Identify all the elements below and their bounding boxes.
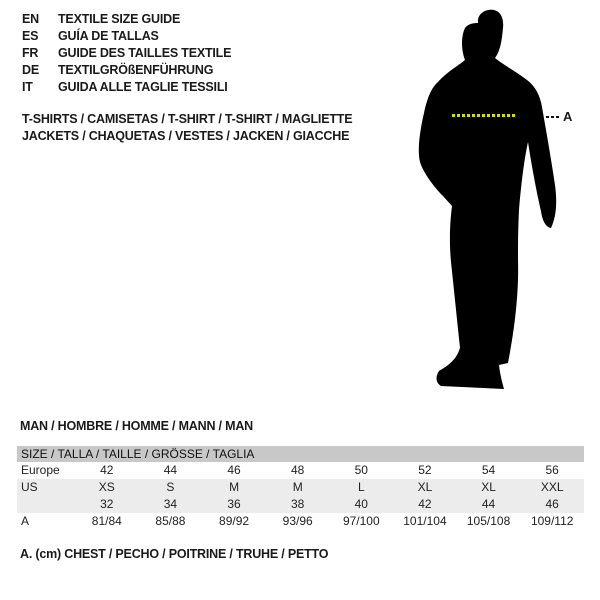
language-label: TEXTILE SIZE GUIDE [58,12,181,26]
size-cell: M [229,480,240,494]
chest-footnote: A. (cm) CHEST / PECHO / POITRINE / TRUHE / PETTO [20,547,329,561]
language-list [22,11,231,96]
measure-label-a: A [563,109,573,124]
size-cell: XL [417,480,433,494]
size-cell: S [166,480,175,494]
size-cell: 46 [545,497,559,511]
size-cell: 52 [418,463,432,477]
size-table [17,446,584,530]
size-cell: 54 [481,463,496,477]
measure-leader-dash-line [546,116,560,118]
size-cell: 46 [227,463,241,477]
size-cell: 44 [481,497,496,511]
category-line-tshirts: T-SHIRTS / CAMISETAS / T-SHIRT / T-SHIRT / MAGLIETTE [22,112,353,126]
language-code: EN [22,12,39,26]
language-label: GUIDE DES TAILLES TEXTILE [58,46,232,60]
size-cell: 89/92 [219,514,250,528]
size-cell: 38 [291,497,305,511]
row-label: A [21,514,30,528]
language-row-es [22,28,231,45]
language-row-de [22,62,231,79]
size-table-header: SIZE / TALLA / TAILLE / GRÖSSE / TAGLIA [17,446,584,462]
size-cell: M [292,480,303,494]
chest-measure-dash-line [452,114,517,117]
category-line-jackets: JACKETS / CHAQUETAS / VESTES / JACKEN / GIACCHE [22,129,350,143]
size-cell: 42 [100,463,114,477]
language-row-it [22,79,231,96]
size-cell: 32 [100,497,114,511]
language-label: GUÍA DE TALLAS [58,29,159,43]
language-code: DE [22,63,39,77]
size-cell: 44 [163,463,178,477]
language-code: FR [22,46,39,60]
size-table-body [17,462,584,530]
language-label: GUIDA ALLE TAGLIE TESSILI [58,80,228,94]
size-cell: 50 [354,463,368,477]
size-cell: 85/88 [155,514,186,528]
size-cell: L [357,480,365,494]
category-lines [22,111,352,145]
size-cell: 81/84 [91,514,122,528]
size-cell: 34 [163,497,178,511]
size-cell: 48 [291,463,305,477]
language-row-en [22,11,231,28]
size-cell: 40 [354,497,368,511]
size-cell: 105/108 [466,514,511,528]
language-code: ES [22,29,39,43]
size-cell: 109/112 [530,514,574,528]
size-cell: XL [481,480,496,494]
language-label: TEXTILGRÖßENFÜHRUNG [58,63,214,77]
man-silhouette [415,0,575,400]
man-silhouette-path [419,10,556,389]
size-cell: 56 [545,463,559,477]
language-code: IT [22,80,33,94]
size-cell: 93/96 [282,514,313,528]
size-cell: 42 [418,497,432,511]
size-table-row-us [17,479,584,496]
size-cell: XXL [540,480,564,494]
row-label [17,496,75,513]
size-cell: 36 [227,497,241,511]
size-table-row-europe [17,462,584,479]
section-title-man: MAN / HOMBRE / HOMME / MANN / MAN [20,419,253,433]
size-cell: 97/100 [342,514,380,528]
size-table-row-uk [17,496,584,513]
size-table-row-a [17,513,584,530]
row-label: US [21,480,38,494]
size-cell: 101/104 [403,514,447,528]
size-cell: XS [98,480,115,494]
language-row-fr [22,45,231,62]
row-label: Europe [21,463,60,477]
